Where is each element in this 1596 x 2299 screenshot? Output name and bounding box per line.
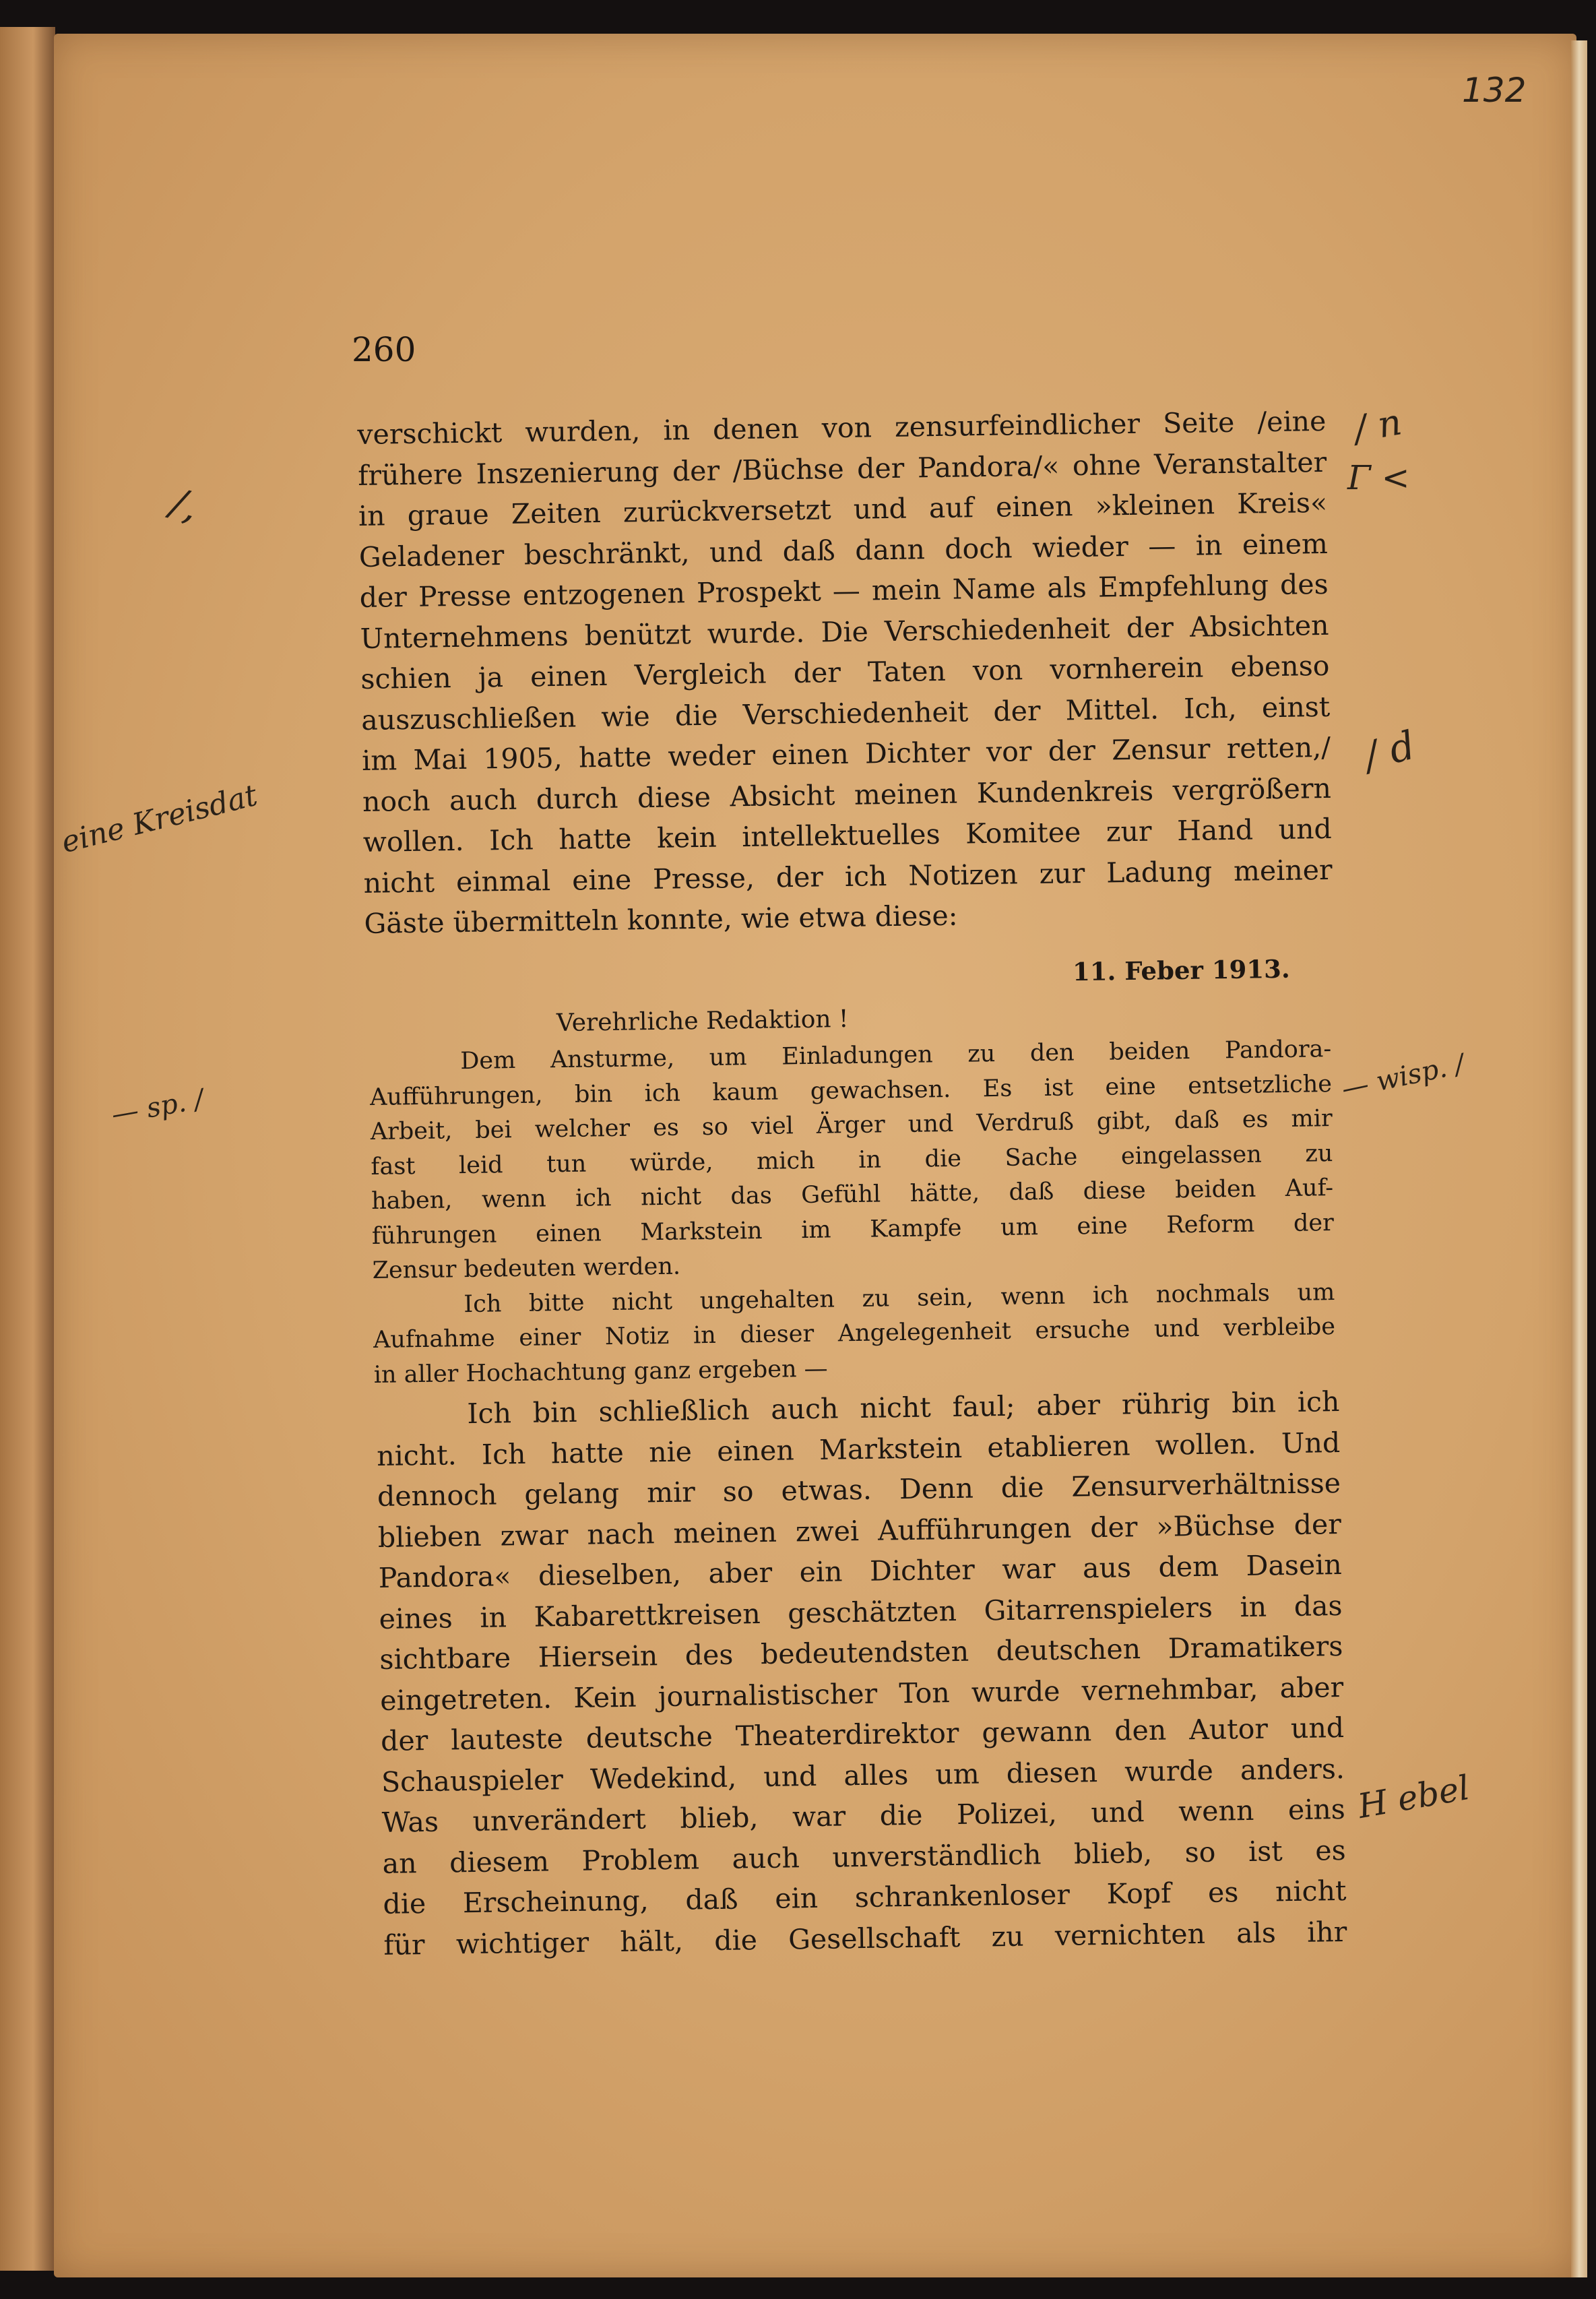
handwritten-note: — sp. / — [109, 1083, 206, 1131]
text-line: Pandora« dieselben, aber ein Dichter war aus dem Dasein — [378, 1548, 1342, 1594]
book-gutter — [0, 27, 55, 2271]
letter-line: in aller Hochachtung ganz ergeben — — [373, 1355, 828, 1389]
text-line: wollen. Ich hatte kein intellektuelles Komitee zur Hand und — [362, 812, 1333, 858]
text-line: im Mai 1905, hatte weder einen Dichter vor der Zensur retten,/ — [361, 730, 1331, 777]
handwritten-note: / n — [1351, 400, 1405, 451]
handwritten-note: /, — [166, 479, 203, 530]
text-line: der Presse entzogenen Prospekt — mein Name als Empfehlung des — [359, 567, 1329, 614]
handwritten-note: Γ < — [1347, 458, 1410, 497]
handwritten-note: — wisp. / — [1339, 1048, 1467, 1105]
text-line: Schauspieler Wedekind, und alles um diesen wurde anders. — [381, 1752, 1345, 1798]
letter-line: Ich bitte nicht ungehalten zu sein, wenn ich nochmals um — [464, 1278, 1335, 1318]
handwritten-note: / d — [1359, 722, 1420, 780]
page-edge — [1571, 40, 1587, 2277]
main-text-bottom — [376, 1381, 1347, 1965]
handwritten-note: eine Kreisdat — [58, 778, 261, 860]
letter-line: Aufnahme einer Notiz in dieser Angelegenheit ersuche und verbleibe — [373, 1313, 1336, 1354]
text-line: noch auch durch diese Absicht meinen Kundenkreis vergrößern — [362, 771, 1332, 818]
text-line: Ich bin schließlich auch nicht faul; aber rührig bin ich — [467, 1385, 1340, 1430]
page-number: 260 — [352, 330, 416, 369]
archive-folio-number: 132 — [1462, 71, 1527, 110]
letter-line: haben, wenn ich nicht das Gefühl hätte, daß diese beiden Auf- — [371, 1174, 1334, 1215]
text-line: Gäste übermitteln konnte, wie etwa diese: — [364, 899, 958, 940]
letter-line: Dem Ansturme, um Einladungen zu den beiden Pandora- — [460, 1036, 1332, 1075]
letter-body — [369, 1032, 1336, 1393]
text-line: sichtbare Hiersein des bedeutendsten deutschen Dramatikers — [379, 1629, 1343, 1676]
text-line: dennoch gelang mir so etwas. Denn die Zensurverhältnisse — [377, 1467, 1341, 1513]
text-line: für wichtiger hält, die Gesellschaft zu vernichten als ihr — [383, 1915, 1347, 1961]
text-line: Geladener beschränkt, und daß dann doch wieder — in einem — [358, 527, 1329, 573]
text-line: verschickt wurden, in denen von zensurfeindlicher Seite /eine — [357, 404, 1327, 451]
text-line: nicht einmal eine Presse, der ich Notizen zur Ladung meiner — [363, 853, 1333, 900]
text-line: Was unverändert blieb, war die Polizei, und wenn eins — [381, 1792, 1346, 1839]
handwritten-note: H ebel — [1355, 1767, 1473, 1827]
text-line: an diesem Problem auch unverständlich blieb, so ist es — [382, 1833, 1346, 1880]
text-line: Unternehmens benützt wurde. Die Verschiedenheit der Absichten — [360, 608, 1329, 655]
letter-line: führungen einen Markstein im Kampfe um eine Reform der — [371, 1209, 1335, 1250]
text-line: blieben zwar nach meinen zwei Aufführungen der »Büchse der — [377, 1507, 1342, 1554]
letter-salutation: Verehrliche Redaktion ! — [556, 1005, 849, 1038]
text-line: nicht. Ich hatte nie einen Markstein etablieren wollen. Und — [376, 1426, 1341, 1472]
main-text-top — [357, 401, 1333, 945]
text-line: auszuschließen wie die Verschiedenheit der Mittel. Ich, einst — [360, 690, 1331, 736]
text-line: in graue Zeiten zurückversetzt und auf einen »kleinen Kreis« — [358, 486, 1328, 532]
text-line: die Erscheinung, daß ein schrankenloser Kopf es nicht — [383, 1874, 1347, 1920]
letter-date: 11. Feber 1913. — [1072, 953, 1290, 987]
letter-line: fast leid tun würde, mich in die Sache eingelassen zu — [371, 1139, 1333, 1180]
text-line: eines in Kabarettkreisen geschätzten Gitarrenspielers in das — [379, 1589, 1343, 1635]
letter-line: Zensur bedeuten werden. — [372, 1253, 681, 1284]
text-line: frühere Inszenierung der /Büchse der Pandora/« ohne Veranstalter — [357, 445, 1327, 492]
letter-line: Arbeit, bei welcher es so viel Ärger und Verdruß gibt, daß es mir — [370, 1105, 1333, 1145]
text-line: schien ja einen Vergleich der Taten von vornherein ebenso — [360, 649, 1330, 695]
text-line: eingetreten. Kein journalistischer Ton wurde vernehmbar, aber — [379, 1670, 1344, 1717]
text-line: der lauteste deutsche Theaterdirektor gewann den Autor und — [380, 1711, 1345, 1757]
letter-line: Aufführungen, bin ich kaum gewachsen. Es ist eine entsetzliche — [369, 1070, 1333, 1111]
